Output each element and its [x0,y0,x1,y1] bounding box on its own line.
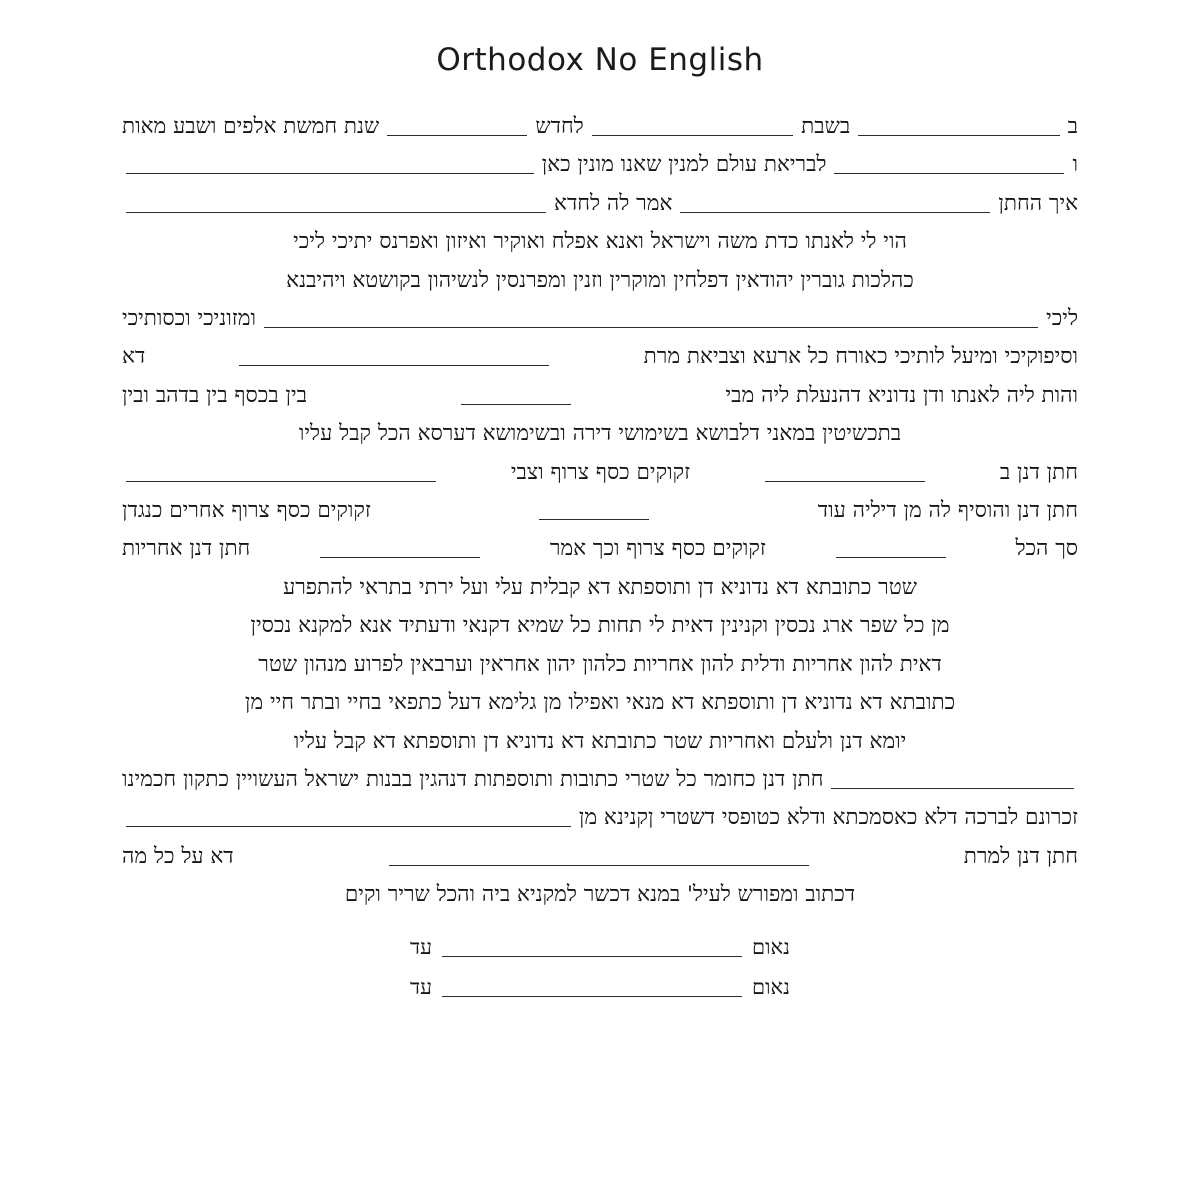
text-segment: חתן דנן אחריות [122,536,251,562]
fill-in-blank[interactable] [834,152,1064,175]
ketubah-line-15 [120,646,1080,683]
ketubah-line-18 [120,761,1080,798]
ketubah-line-10 [120,454,1080,491]
text-segment: זכרונם לברכה דלא כאסמכתא ודלא כטופסי דשטרי ןקנינא מן [578,805,1078,831]
ketubah-line-14 [120,607,1080,644]
text-segment: זקוקים כסף צרוף אחרים כנגדן [122,498,371,524]
signature-block [120,932,1080,1000]
text-segment: זקוקים כסף צרוף וצבי [510,459,691,485]
fill-in-blank[interactable] [126,190,546,213]
ketubah-line-8 [120,377,1080,414]
fill-in-blank[interactable] [765,459,925,482]
text-segment: חתן דנן ב [999,459,1078,485]
text-segment: מן כל שפר ארג נכסין וקנינין דאית לי תחות כל שמיא דקנאי ודעתיד אנא למקנא נכסין [250,613,950,639]
text-segment: חתן דנן כחומר כל שטרי כתובות ותוספתות דנהגין בבנות ישראל העשויין כתקון חכמינו [122,766,824,792]
text-segment: ב [1067,114,1078,139]
text-segment: דא [122,344,146,370]
fill-in-blank[interactable] [539,498,649,521]
fill-in-blank[interactable] [320,536,480,559]
fill-in-blank[interactable] [858,114,1059,137]
witness-signature-row-1 [120,932,1080,960]
text-segment: ו [1072,152,1078,178]
ketubah-line-13 [120,569,1080,606]
text-segment: הוי לי לאנתו כדת משה וישראל ואנא אפלח ואוקיר ואיזון ואפרנס יתיכי ליכי [293,229,907,255]
text-segment: וסיפוקיכי ומיעל לותיכי כאורח כל ארעא וצביאת מרת [643,344,1078,370]
ketubah-text-body [120,84,1080,914]
fill-in-blank[interactable] [126,459,436,482]
ketubah-line-6 [120,300,1080,337]
fill-in-blank[interactable] [592,114,793,137]
ketubah-line-7 [120,338,1080,375]
fill-in-blank[interactable] [831,766,1074,789]
ketubah-line-3 [120,185,1080,222]
text-segment: והות ליה לאנתו ודן נדוניא דהנעלת ליה מבי [725,382,1078,408]
text-segment: שנת חמשת אלפים ושבע מאות [122,114,380,139]
ketubah-line-20 [120,838,1080,875]
signature-line[interactable] [442,935,742,957]
text-segment: כתובתא דא נדוניא דן ותוספתא דא מנאי ואפילו מן גלימא דעל כתפאי בחיי ובתר חיי מן [244,690,956,716]
ketubah-line-19 [120,799,1080,836]
text-segment: איך החתן [998,190,1078,216]
text-segment: לחדש [535,114,584,139]
fill-in-blank[interactable] [126,152,534,175]
text-segment: דכתוב ומפורש לעיל' במנא דכשר למקניא ביה והכל שריר וקים [344,882,856,908]
text-segment: ליכי [1046,306,1078,332]
text-segment: בין בכסף בין בדהב ובין [122,382,307,408]
ketubah-line-9 [120,415,1080,452]
text-segment: חתן דנן למרת [963,843,1078,869]
signature-line[interactable] [442,975,742,997]
text-segment: זקוקים כסף צרוף וכך אמר [549,536,766,562]
text-segment: בשבת [801,114,851,139]
witness-signature-row-2 [120,972,1080,1000]
fill-in-blank[interactable] [264,306,1038,329]
text-segment: יומא דנן ולעלם ואחריות שטר כתובתא דא נדוניא דן ותוספתא דא קבל עליו [293,728,907,754]
page-title: Orthodox No English [436,42,764,78]
fill-in-blank[interactable] [389,843,809,866]
text-segment: דא על כל מה [122,843,234,869]
text-segment: ומזוניכי וכסותיכי [122,306,256,332]
text-segment: כהלכות גוברין יהודאין דפלחין ומוקרין וזנין ומפרנסין לנשיהון בקושטא ויהיבנא [286,267,914,293]
text-segment: שטר כתובתא דא נדוניא דן ותוספתא דא קבלית עלי ועל ירתי בתראי להתפרע [283,574,917,600]
signature-label: נאום [752,974,790,999]
fill-in-blank[interactable] [680,190,990,213]
text-segment: לבריאת עולם למנין שאנו מונין כאן [541,152,827,178]
ketubah-line-12 [120,530,1080,567]
ketubah-line-1 [120,108,1080,145]
ketubah-line-5 [120,262,1080,299]
signature-label: נאום [752,934,790,959]
fill-in-blank[interactable] [126,805,571,828]
ketubah-line-16 [120,684,1080,721]
ketubah-line-2 [120,146,1080,183]
text-segment: בתכשיטין במאני דלבושא בשימושי דירה ובשימושא דערסא הכל קבל עליו [298,421,902,447]
witness-label: עד [410,974,433,999]
ketubah-line-4 [120,223,1080,260]
text-segment: סך הכל [1015,536,1078,562]
text-segment: חתן דנן והוסיף לה מן דיליה עוד [817,498,1078,524]
fill-in-blank[interactable] [461,382,571,405]
ketubah-line-21 [120,876,1080,913]
text-segment: אמר לה לחדא [554,190,673,216]
fill-in-blank[interactable] [836,536,946,559]
fill-in-blank[interactable] [387,114,527,137]
ketubah-line-11 [120,492,1080,529]
witness-label: עד [410,934,433,959]
ketubah-line-17 [120,723,1080,760]
fill-in-blank[interactable] [239,344,549,367]
text-segment: דאית להון אחריות ודלית להון אחריות כלהון יהון אחראין וערבאין לפרוע מנהון שטר [258,651,942,677]
